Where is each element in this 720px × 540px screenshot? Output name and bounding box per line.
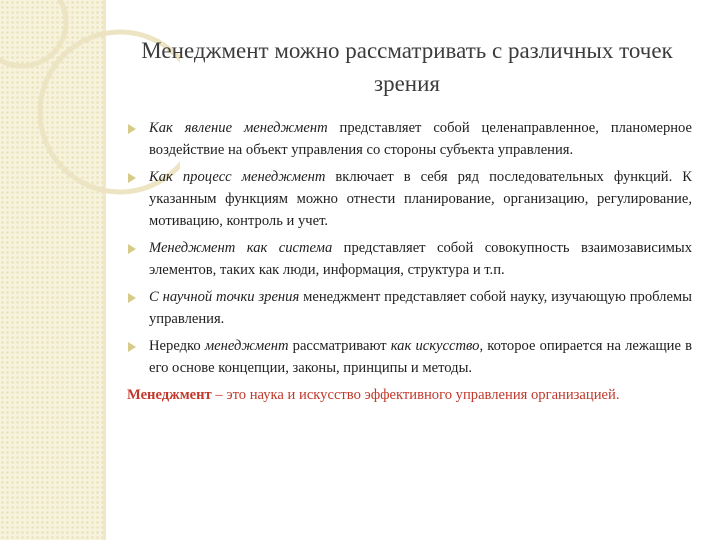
bullet-text: менеджмент представляет собой науку, изучающую проблемы управления. [149,289,692,327]
bullet-term: Как процесс менеджмент [149,169,326,185]
bullet-text: представляет собой целенаправленное, планомерное воздействие на объект управления со стороны субъекта управления. [149,120,693,158]
bullet-term-secondary: как искусство [390,338,480,354]
bullet-item [122,335,692,379]
bullet-marker-icon [128,342,136,352]
bullet-term: С научной точки зрения [149,289,300,305]
bullet-text: включает в себя ряд последовательных функций. К указанным функциям можно отнести планирование, организацию, регулирование, мотивацию, контроль и учет. [149,169,692,229]
bullet-marker-icon [128,124,136,134]
bullet-item [122,117,692,161]
definition-paragraph [122,384,692,406]
definition-text: – это наука и искусство эффективного управления организацией. [211,387,620,403]
bullet-list [122,117,692,379]
definition-term: Менеджмент [127,387,212,403]
bullet-item [122,237,692,281]
slide-title: Менеджмент можно рассматривать с различных точек зрения [141,38,673,96]
bullet-text: представляет собой совокупность взаимозависимых элементов, таких как люди, информация, структура и т.п. [149,240,692,278]
bullet-term: Менеджмент как система [149,240,333,256]
slide-content [122,117,692,406]
bullet-item [122,286,692,330]
bullet-marker-icon [128,244,136,254]
bullet-marker-icon [128,293,136,303]
bullet-text-pre: Нередко [149,338,205,354]
bullet-text-mid: рассматривают [288,338,391,354]
bullet-term: менеджмент [204,338,289,354]
decorative-circle-small [0,0,66,66]
bullet-marker-icon [128,173,136,183]
bullet-item [122,166,692,232]
bullet-term: Как явление менеджмент [149,120,328,136]
bullet-text: , которое опирается на лежащие в его основе концепции, законы, принципы и методы. [149,338,693,376]
